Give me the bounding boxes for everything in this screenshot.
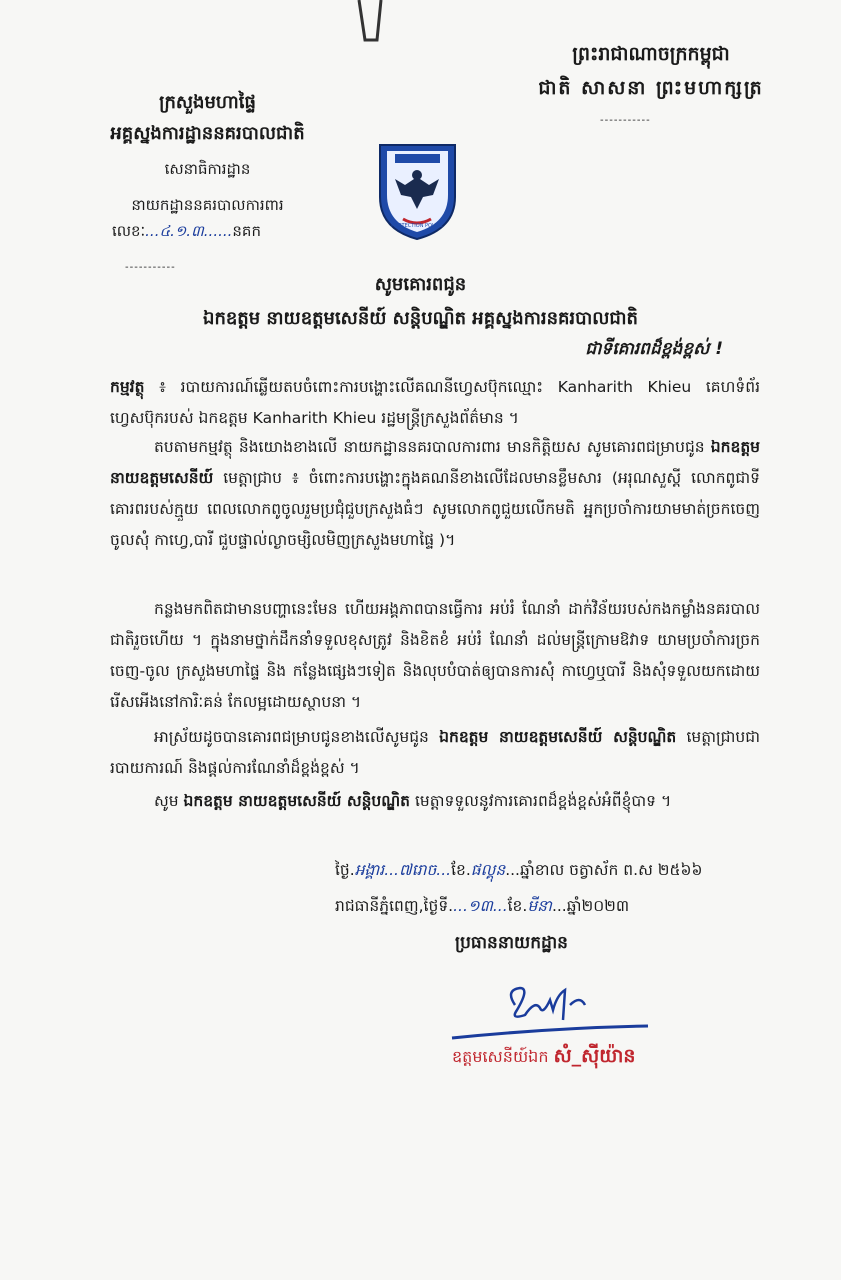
paragraph-1: តបតាមកម្មវត្ថុ និងយោងខាងលើ នាយកដ្ឋាននគរបាលការពារ មានកិត្តិយស សូមគោរពជម្រាបជូន ឯកឧត្តម នាយឧត្តមសេនីយ៍ មេត្តាជ្រាប ៖ ចំពោះការបង្ហោះក្នុងគណនីខាងលើដែលមានខ្លឹមសារ (អរុណសួស្តី លោកពូជាទីគោរពរបស់ក្មួយ ពេលលោកពូចូលរួមប្រជុំជួបក្រសួងធំៗ សូមលោកពូជួយលើកមតិ អ្នកប្រចាំការយាមមាត់ច្រកចេញចូលសុំ កាហ្វេ,បារី ជួបផ្ទាល់ល្ងាចម្សិលមិញក្រសួងមហាផ្ទៃ )។ [110, 438, 760, 549]
subject-text: ៖ របាយការណ៍ឆ្លើយតបចំពោះការបង្ហោះលើគណនីហ្វេសប៊ុកឈ្មោះ Kanharith Khieu គេហទំព័រហ្វេសប៊ុករបស់ ឯកឧត្តម Kanharith Khieu រដ្ឋមន្ត្រីក្រសួងព័ត៌មាន ។ [110, 378, 760, 427]
department-name: អគ្គស្នងការដ្ឋាននគរបាលជាតិ [110, 123, 305, 144]
divider: ----------- [125, 262, 176, 273]
police-emblem-icon [375, 137, 460, 242]
addressee: ឯកឧត្តម នាយឧត្តមសេនីយ៍ សន្តិបណ្ឌិត អគ្គស្នងការនគរបាលជាតិ [203, 308, 638, 329]
paragraph-2: កន្លងមកពិតជាមានបញ្ហានេះមែន ហើយអង្គភាពបានធ្វើការ អប់រំ ណែនាំ ដាក់វិន័យរបស់កងកម្លាំងនគរបាលជាតិរួចហើយ ។ ក្នុងនាមថ្នាក់ដឹកនាំទទួលខុសត្រូវ និងខិតខំ អប់រំ ណែនាំ ដល់មន្ត្រីក្រោមឱវាទ យាមប្រចាំការច្រកចេញ-ចូល ក្រសួងមហាផ្ទៃ និង កន្លែងផ្សេងៗទៀត និងលុបបំបាត់ឲ្យបានការសុំ កាហ្វេឬបារី និងសុំទទួលយកដោយរើសអើងនៅការិៈគន់ កែលម្អដោយស្ថាបនា ។ [110, 600, 760, 711]
kingdom-line: ព្រះរាជាណាចក្រកម្ពុជា [572, 43, 730, 65]
ministry-header [100, 90, 315, 218]
motto-line: ជាតិ សាសនា ព្រះមហាក្សត្រ [538, 77, 764, 99]
staff-office: សេនាធិការដ្ឋាន [164, 160, 251, 178]
divider: ----------- [600, 115, 651, 126]
addressee-honorific: ជាទីគោរពដ៏ខ្ពង់ខ្ពស់ ! [585, 339, 723, 359]
subject-paragraph [110, 372, 760, 434]
solar-date: រាជធានីភ្នំពេញ,ថ្ងៃទី....១៣...ខែ.មីនា...ឆ្នាំ២០២៣ [335, 897, 630, 915]
kingdom-header [521, 42, 781, 104]
subject-label: កម្មវត្ថុ [110, 378, 145, 396]
paragraph-4: សូម ឯកឧត្តម នាយឧត្តមសេនីយ៍ សន្តិបណ្ឌិត មេត្តាទទួលនូវការគោរពដ៏ខ្ពង់ខ្ពស់អំពីខ្ញុំបាទ ។ [154, 792, 672, 810]
svg-text:PROTECTION POLICE: PROTECTION POLICE [391, 223, 443, 229]
staple-mark [345, 0, 385, 60]
signatory-name: ឧត្តមសេនីយ៍ឯក សំ_ស៊ីយ៉ាន [452, 1045, 636, 1067]
office-name: នាយកដ្ឋាននគរបាលការពារ [131, 196, 284, 214]
paragraph-3: អាស្រ័យដូចបានគោរពជម្រាបជូនខាងលើសូមជូន ឯកឧត្តម នាយឧត្តមសេនីយ៍ សន្តិបណ្ឌិត មេត្តាជ្រាបជារបាយការណ៍ និងផ្តល់ការណែនាំដ៏ខ្ពង់ខ្ពស់ ។ [110, 728, 760, 777]
salutation: សូមគោរពជូន [374, 274, 467, 295]
reference-number: លេខៈ...៤.១.៣......នគក [112, 222, 261, 240]
ministry-name: ក្រសួងមហាផ្ទៃ [159, 92, 256, 113]
signatory-title: ប្រធាននាយកដ្ឋាន [455, 933, 568, 953]
lunar-date: ថ្ងៃ.អង្គារ...៧រោច...ខែ.ផល្គុន...ឆ្នាំខាល ចត្វាស័ក ព.ស ២៥៦៦ [335, 861, 703, 879]
